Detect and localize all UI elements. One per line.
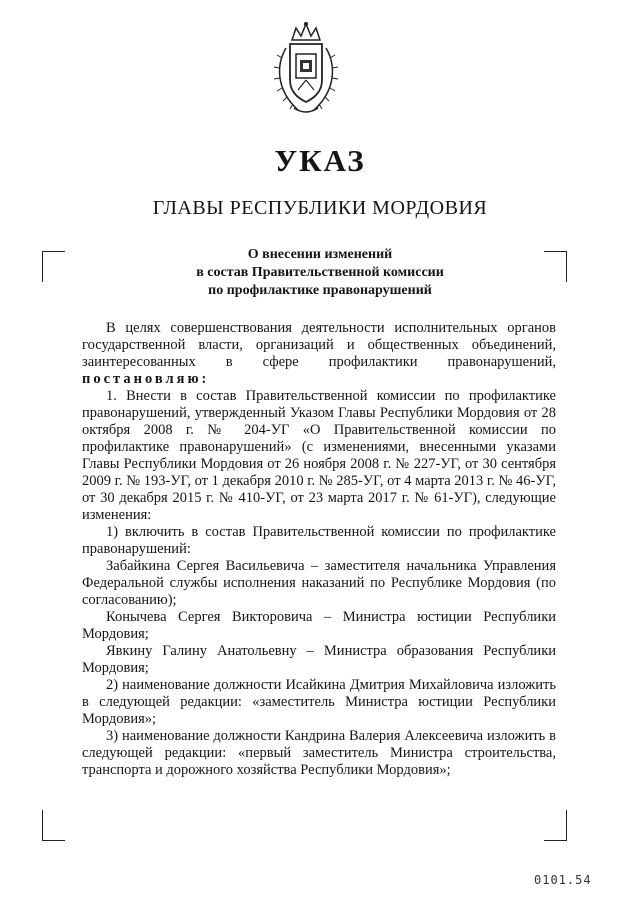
decree-word: постановляю: — [82, 371, 210, 387]
person-2-paragraph: Конычева Сергея Викторовича – Министра юстиции Республики Мордовия; — [82, 609, 556, 642]
item-1-paragraph: 1. Внести в состав Правительственной комиссии по профилактике правонарушений, утвержденный Указом Главы Республики Мордовия от 28 октября 2008 г. № 204-УГ «О Правительственной комиссии по профилактике правонарушений» (с изменениями, внесенными указами Главы Республики Мордовия от 26 ноября 2008 г. № 227-УГ, от 30 сентября 2009 г. № 193-УГ, от 1 декабря 2010 г. № 285-УГ, от 4 марта 2013 г. № 46-УГ, от 30 декабря 2015 г. № 410-УГ, от 23 марта 2017 г. № 61-УГ), следующие изменения: — [82, 388, 556, 523]
corner-mark-bottom-right — [544, 810, 567, 841]
coat-of-arms-icon — [268, 20, 344, 120]
preamble-paragraph — [82, 320, 556, 388]
document-subtitle: ГЛАВЫ РЕСПУБЛИКИ МОРДОВИЯ — [152, 197, 488, 219]
document-number: 0101.54 — [534, 873, 592, 887]
corner-mark-bottom-left — [42, 810, 65, 841]
subitem-3-paragraph: 3) наименование должности Кандрина Валерия Алексеевича изложить в следующей редакции: «первый заместитель Министра строительства, транспорта и дорожного хозяйства Республики Мордовия»; — [82, 728, 556, 778]
heading-line: в состав Правительственной комиссии — [196, 265, 444, 280]
document-body — [82, 320, 556, 779]
person-1-paragraph: Забайкина Сергея Васильевича – заместителя начальника Управления Федеральной службы исполнения наказаний по Республике Мордовия (по согласованию); — [82, 558, 556, 608]
subitem-2-paragraph: 2) наименование должности Исайкина Дмитрия Михайловича изложить в следующей редакции: «заместитель Министра юстиции Республики Мордовия»; — [82, 677, 556, 727]
heading-line: О внесении изменений — [247, 247, 393, 262]
document-heading — [0, 246, 640, 300]
document-title: УКАЗ — [274, 143, 366, 178]
subitem-1-paragraph: 1) включить в состав Правительственной комиссии по профилактике правонарушений: — [82, 524, 556, 557]
person-3-paragraph: Явкину Галину Анатольевну – Министра образования Республики Мордовия; — [82, 643, 556, 676]
preamble-text: В целях совершенствования деятельности исполнительных органов государственной власти, организаций и общественных объединений, заинтересованных в сфере профилактики правонарушений, — [82, 320, 556, 370]
heading-line: по профилактике правонарушений — [208, 283, 432, 298]
